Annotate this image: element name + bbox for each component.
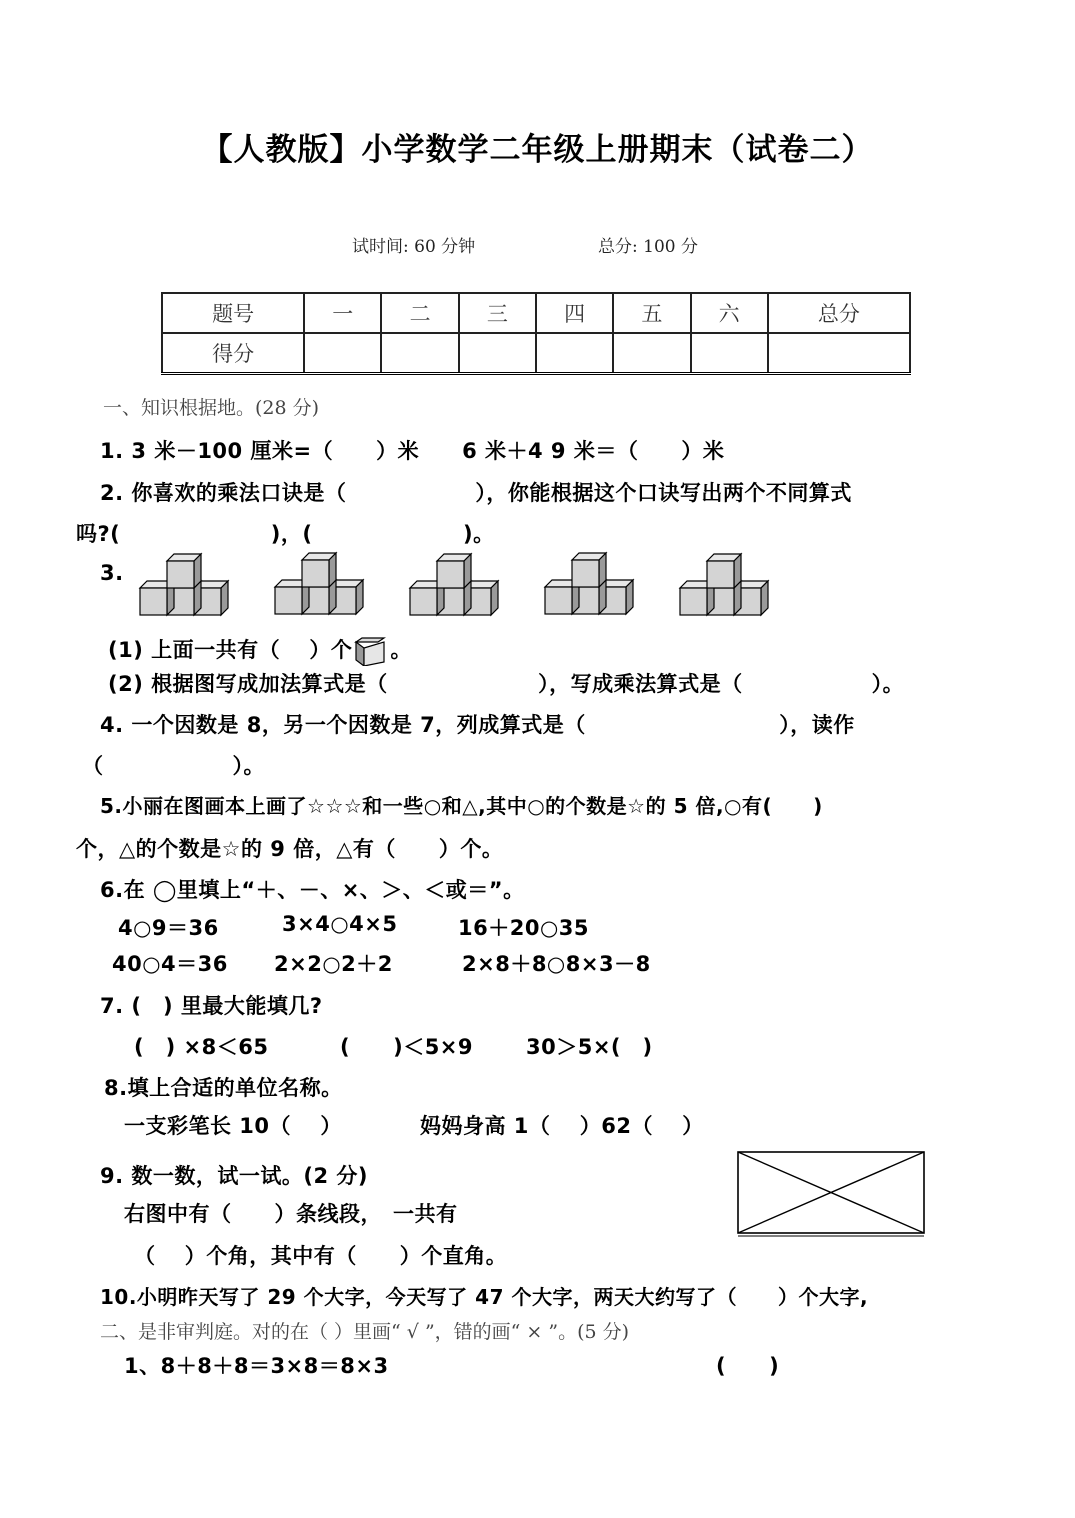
score-cell: 总分: [768, 293, 910, 333]
question-6-item: 4○9＝36: [118, 916, 219, 940]
question-7-item: 30＞5×( ): [526, 1035, 653, 1059]
score-table-score-row: [162, 333, 910, 374]
question-8-label: 8.填上合适的单位名称。: [104, 1076, 343, 1100]
score-cell[interactable]: [536, 333, 613, 374]
question-6-item: 16＋20○35: [458, 916, 589, 940]
question-9-line2: （ ）个角，其中有（ ）个直角。: [134, 1244, 508, 1268]
question-3-label: 3.: [100, 561, 124, 585]
question-6-label: 6.在 ◯里填上“＋、－、×、＞、＜或＝”。: [100, 878, 525, 902]
question-4-line2: （ ）。: [82, 754, 265, 778]
question-3-sub1: [108, 634, 412, 666]
question-7-label: 7. ( ) 里最大能填几?: [100, 994, 323, 1018]
question-3-sub1-end: 。: [390, 638, 412, 662]
score-cell: 一: [304, 293, 381, 333]
score-cell[interactable]: [381, 333, 458, 374]
question-6-item: 3×4○4×5: [282, 912, 398, 936]
judgement-1: 1、8＋8＋8＝3×8＝8×3: [124, 1354, 389, 1378]
score-cell: 题号: [162, 293, 304, 333]
score-cell[interactable]: [459, 333, 536, 374]
question-3-sub1-text: (1) 上面一共有（ ）个: [108, 638, 353, 662]
question-8-item: 一支彩笔长 10（ ）: [124, 1114, 342, 1138]
score-cell[interactable]: [613, 333, 690, 374]
question-1: 1. 3 米－100 厘米=（ ）米 6 米＋4 9 米＝（ ）米: [100, 439, 725, 463]
question-6-item: 2×2○2＋2: [274, 952, 393, 976]
question-4-line1: 4. 一个因数是 8，另一个因数是 7，列成算式是（ ），读作: [100, 713, 855, 737]
score-cell[interactable]: [304, 333, 381, 374]
section2-heading: 二、是非审判庭。对的在（ ）里画“ √ ”，错的画“ × ”。(5 分): [100, 1321, 630, 1343]
cube-stack-figures: [138, 548, 778, 620]
question-6-item: 2×8＋8○8×3－8: [462, 952, 651, 976]
score-cell: 二: [381, 293, 458, 333]
question-9-label: 9. 数一数，试一试。(2 分): [100, 1164, 369, 1188]
cube: [167, 554, 201, 588]
score-cell[interactable]: [768, 333, 910, 374]
judgement-1-answer[interactable]: ( ): [716, 1354, 780, 1378]
score-cell: 五: [613, 293, 690, 333]
rectangle-with-diagonals-figure: [737, 1151, 927, 1237]
question-9-line1: 右图中有（ ）条线段， 一共有: [124, 1202, 458, 1226]
question-3-sub2: (2) 根据图写成加法算式是（ ），写成乘法算式是（ ）。: [108, 672, 905, 696]
score-table-header-row: [162, 293, 910, 333]
question-7-item: ( )＜5×9: [340, 1035, 474, 1059]
exam-total-score: 总分: 100 分: [598, 237, 698, 257]
question-2-line2: 吗?( )，( )。: [76, 522, 495, 546]
cube: [707, 554, 741, 588]
question-10: 10.小明昨天写了 29 个大字，今天写了 47 个大字，两天大约写了（ ）个大字,: [100, 1285, 869, 1309]
score-cell: 六: [691, 293, 768, 333]
cube: [572, 553, 606, 587]
question-2-line1: 2. 你喜欢的乘法口诀是（ ），你能根据这个口诀写出两个不同算式: [100, 481, 852, 505]
score-table: [161, 292, 911, 375]
question-6-item: 40○4＝36: [112, 952, 228, 976]
cube: [302, 553, 336, 587]
score-cell[interactable]: [691, 333, 768, 374]
score-cell: 得分: [162, 333, 304, 374]
score-cell: 三: [459, 293, 536, 333]
question-5-line2: 个，△的个数是☆的 9 倍，△有（ ）个。: [76, 837, 504, 861]
section1-heading: 一、知识根据地。(28 分): [103, 397, 320, 419]
page-title: 【人教版】小学数学二年级上册期末（试卷二）: [201, 132, 874, 168]
cube: [437, 554, 471, 588]
cube-icon: [354, 636, 388, 666]
question-7-item: ( ) ×8＜65: [134, 1035, 269, 1059]
exam-time: 试时间: 60 分钟: [352, 237, 476, 257]
question-5-line1: 5.小丽在图画本上画了☆☆☆和一些○和△,其中○的个数是☆的 5 倍,○有( ): [100, 794, 823, 818]
question-8-item: 妈妈身高 1（ ）62（ ）: [420, 1114, 704, 1138]
score-cell: 四: [536, 293, 613, 333]
